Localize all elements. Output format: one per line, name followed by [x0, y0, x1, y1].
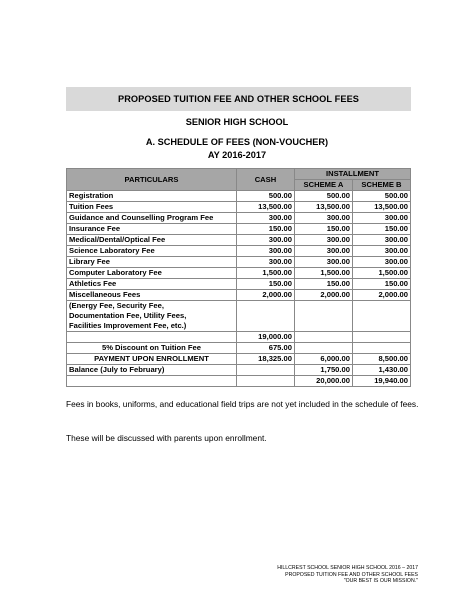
table-row [67, 235, 411, 246]
note-discussion: These will be discussed with parents upon enrollment. [66, 433, 267, 443]
row-label: Computer Laboratory Fee [67, 268, 237, 279]
cash-value: 150.00 [236, 224, 294, 235]
scheme-b-value: 300.00 [352, 257, 410, 268]
header-installment: INSTALLMENT [294, 169, 410, 180]
row-label: Miscellaneous Fees [67, 290, 237, 301]
balance-row [67, 365, 411, 376]
header-particulars: PARTICULARS [67, 169, 237, 191]
balance-scheme-a: 1,750.00 [294, 365, 352, 376]
document-title [66, 87, 411, 111]
total-scheme-b: 19,940.00 [352, 376, 410, 387]
row-label: Tuition Fees [67, 202, 237, 213]
table-row [67, 279, 411, 290]
table-row [67, 268, 411, 279]
table-row [67, 246, 411, 257]
school-level-heading: SENIOR HIGH SCHOOL [185, 117, 289, 127]
discount-label: 5% Discount on Tuition Fee [67, 343, 237, 354]
table-row [67, 290, 411, 301]
section-heading: A. SCHEDULE OF FEES (NON-VOUCHER) [145, 137, 329, 147]
scheme-a-value: 150.00 [294, 224, 352, 235]
misc-details-cell [67, 301, 237, 332]
scheme-a-value: 150.00 [294, 279, 352, 290]
misc-detail-line: Documentation Fee, Utility Fees, [69, 311, 187, 320]
balance-scheme-b: 1,430.00 [352, 365, 410, 376]
header-cash: CASH [236, 169, 294, 191]
payment-cash: 18,325.00 [236, 354, 294, 365]
misc-detail-line: Facilities Improvement Fee, etc.) [69, 321, 187, 330]
header-scheme-a: SCHEME A [294, 180, 352, 191]
payment-label: PAYMENT UPON ENROLLMENT [67, 354, 237, 365]
scheme-b-value: 300.00 [352, 246, 410, 257]
table-row [67, 202, 411, 213]
scheme-a-value: 13,500.00 [294, 202, 352, 213]
cash-value: 13,500.00 [236, 202, 294, 213]
scheme-b-value: 300.00 [352, 235, 410, 246]
page-footer [277, 565, 418, 585]
misc-detail-line: (Energy Fee, Security Fee, [69, 301, 164, 310]
table-row [67, 224, 411, 235]
totals-row [67, 376, 411, 387]
row-label: Registration [67, 191, 237, 202]
table-row [67, 191, 411, 202]
subtotal-cash: 19,000.00 [236, 332, 294, 343]
scheme-b-value: 2,000.00 [352, 290, 410, 301]
scheme-a-value: 1,500.00 [294, 268, 352, 279]
cash-value: 2,000.00 [236, 290, 294, 301]
table-header-row [67, 169, 411, 180]
scheme-b-value: 1,500.00 [352, 268, 410, 279]
payment-row [67, 354, 411, 365]
scheme-a-value: 300.00 [294, 257, 352, 268]
balance-label: Balance (July to February) [67, 365, 237, 376]
total-scheme-a: 20,000.00 [294, 376, 352, 387]
scheme-a-value: 300.00 [294, 246, 352, 257]
row-label: Science Laboratory Fee [67, 246, 237, 257]
cash-value: 150.00 [236, 279, 294, 290]
cash-value: 300.00 [236, 246, 294, 257]
row-label: Insurance Fee [67, 224, 237, 235]
header-scheme-b: SCHEME B [352, 180, 410, 191]
scheme-a-value: 300.00 [294, 213, 352, 224]
cash-value: 1,500.00 [236, 268, 294, 279]
note-fees-excluded: Fees in books, uniforms, and educational field trips are not yet included in the schedule of fees. [66, 399, 419, 409]
row-label: Guidance and Counselling Program Fee [67, 213, 237, 224]
row-label: Athletics Fee [67, 279, 237, 290]
scheme-a-value: 500.00 [294, 191, 352, 202]
table-row [67, 257, 411, 268]
discount-row [67, 343, 411, 354]
scheme-b-value: 13,500.00 [352, 202, 410, 213]
fee-schedule-table [66, 168, 411, 387]
cash-value: 300.00 [236, 257, 294, 268]
document-title-text: PROPOSED TUITION FEE AND OTHER SCHOOL FEES [117, 94, 360, 104]
cash-value: 300.00 [236, 235, 294, 246]
scheme-b-value: 500.00 [352, 191, 410, 202]
discount-cash: 675.00 [236, 343, 294, 354]
payment-scheme-a: 6,000.00 [294, 354, 352, 365]
scheme-a-value: 300.00 [294, 235, 352, 246]
subtotal-row [67, 332, 411, 343]
footer-line: PROPOSED TUITION FEE AND OTHER SCHOOL FEES [285, 571, 418, 578]
row-label: Library Fee [67, 257, 237, 268]
footer-motto: "OUR BEST IS OUR MISSION." [343, 578, 418, 584]
scheme-b-value: 300.00 [352, 213, 410, 224]
payment-scheme-b: 8,500.00 [352, 354, 410, 365]
table-row [67, 213, 411, 224]
footer-line: HILLCREST SCHOOL SENIOR HIGH SCHOOL 2016 – 2017 [277, 565, 418, 571]
scheme-a-value: 2,000.00 [294, 290, 352, 301]
row-label: Medical/Dental/Optical Fee [67, 235, 237, 246]
misc-details-row [67, 301, 411, 332]
cash-value: 300.00 [236, 213, 294, 224]
scheme-b-value: 150.00 [352, 279, 410, 290]
academic-year: AY 2016-2017 [207, 150, 267, 160]
scheme-b-value: 150.00 [352, 224, 410, 235]
cash-value: 500.00 [236, 191, 294, 202]
